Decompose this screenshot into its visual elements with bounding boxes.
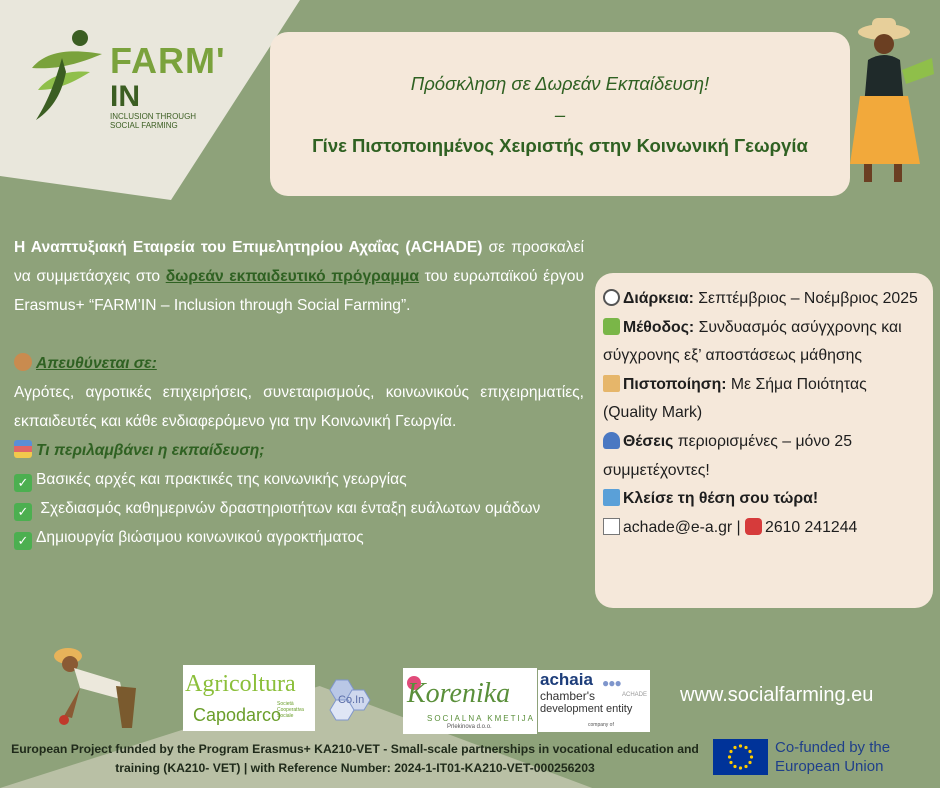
- cert-row: [603, 371, 925, 428]
- achaia-tag: ACHADE: [622, 692, 648, 698]
- info-box: [595, 273, 933, 608]
- audience-heading-row: [14, 349, 584, 378]
- eu-flag-icon: [713, 739, 768, 775]
- people-icon: [603, 432, 620, 449]
- header-subtitle: Γίνε Πιστοποιημένος Χειριστής στην Κοινωνική Γεωργία: [312, 134, 808, 156]
- seats-row: [603, 428, 925, 485]
- farmer-emoji-icon: [14, 353, 32, 371]
- agri-word: Agricoltura: [185, 671, 296, 697]
- korenika-sub: SOCIALNA KMETIJA: [427, 714, 536, 723]
- books-icon: [14, 440, 32, 458]
- seats-label: Θέσεις: [623, 432, 674, 450]
- eu-line-1: Co-funded by the: [775, 739, 891, 756]
- telephone-icon: [745, 518, 762, 535]
- check-icon: ✓: [14, 474, 32, 492]
- achaia-dev-entity: development entity: [540, 703, 633, 715]
- coin-logo: [322, 676, 376, 722]
- intro-program: δωρεάν εκπαιδευτικό πρόγραμμα: [165, 268, 420, 285]
- training-item-3: ✓ Δημιουργία βιώσιμου κοινωνικού αγροκτήματος: [14, 523, 584, 552]
- duration-row: [603, 285, 925, 314]
- korenika-logo: [403, 668, 537, 734]
- contact-phone[interactable]: 2610 241244: [765, 518, 858, 536]
- intro-text-2: του ευρωπαϊκού έργου Erasmus+ “FARM’IN – Inclusion through Social Farming”.: [14, 268, 584, 314]
- method-value: Συνδυασμός ασύγχρονης και σύγχρονης εξ’ αποστάσεως μάθησης: [603, 318, 902, 365]
- eu-cofunded-text: [775, 738, 890, 776]
- footer-funding-text: European Project funded by the Program Erasmus+ KA210-VET - Small-scale partnerships in vocational education and training (KA210- VET) | with Reference Number: 2024-1-IT01-KA210-VET-000256203: [11, 742, 699, 775]
- capodarco-word: Capodarco: [193, 705, 282, 725]
- korenika-word: Korenika: [407, 678, 511, 709]
- agricoltura-capodarco-logo: [183, 665, 315, 731]
- logo-tagline-1: INCLUSION THROUGH: [110, 112, 197, 121]
- method-row: [603, 314, 925, 371]
- header-box: [270, 32, 850, 196]
- korenika-small: Prlekinova d.o.o.: [447, 724, 492, 730]
- clock-icon: [603, 289, 620, 306]
- achaia-small: company of: [588, 722, 614, 728]
- cert-value: Με Σήμα Ποιότητας (Quality Mark): [603, 375, 867, 422]
- check-icon: ✓: [14, 503, 32, 521]
- farmer-man-illustration: [50, 638, 160, 738]
- header-dash: –: [554, 103, 566, 125]
- website-link[interactable]: www.socialfarming.eu: [680, 684, 874, 706]
- main-text: [14, 233, 584, 552]
- training-item-1: ✓ Βασικές αρχές και πρακτικές της κοινωνικής γεωργίας: [14, 465, 584, 494]
- farmin-logo: [28, 28, 238, 138]
- teacher-icon: [603, 318, 620, 335]
- training-item-2: ✓ Σχεδιασμός καθημερινών δραστηριοτήτων και ένταξη ευάλωτων ομάδων: [14, 494, 584, 523]
- logo-tagline-2: SOCIAL FARMING: [110, 121, 178, 130]
- check-icon: ✓: [14, 532, 32, 550]
- duration-label: Διάρκεια:: [623, 290, 694, 307]
- eu-line-2: European Union: [775, 758, 884, 775]
- farmin-leaf-icon: [28, 28, 108, 128]
- achaia-word: achaia: [540, 670, 593, 689]
- duration-value: Σεπτέμβριος – Νοέμβριος 2025: [693, 290, 918, 307]
- contact-separator: |: [732, 518, 746, 536]
- method-label: Μέθοδος:: [623, 318, 695, 336]
- logo-apostrophe: ': [216, 40, 226, 81]
- header-invitation: Πρόσκληση σε Δωρεάν Εκπαίδευση!: [410, 72, 710, 94]
- intro-text-1: σε προσκαλεί να συμμετάσχεις στο: [14, 239, 584, 285]
- logo-in-text: IN: [110, 80, 140, 113]
- scroll-icon: [603, 375, 620, 392]
- farmer-woman-illustration: [842, 14, 936, 190]
- contact-email[interactable]: achade@e-a.gr: [623, 518, 733, 536]
- achaia-chambers: chamber's: [540, 689, 595, 703]
- envelope-icon: [603, 518, 620, 535]
- logo-farm-text: FARM': [110, 40, 226, 81]
- achaia-logo: [538, 670, 650, 732]
- cta-text: Κλείσε τη θέση σου τώρα!: [623, 490, 819, 508]
- seats-value: περιορισμένες – μόνο 25 συμμετέχοντες!: [603, 432, 852, 479]
- coin-text: Co.In: [338, 694, 365, 706]
- agri-small-text: Società Cooperativa Sociale: [277, 701, 304, 719]
- training-heading: Τι περιλαμβάνει η εκπαίδευση;: [36, 442, 265, 459]
- cert-label: Πιστοποίηση:: [623, 375, 727, 393]
- intro-org: Η Αναπτυξιακή Εταιρεία του Επιμελητηρίου Αχαΐας (ACHADE): [14, 239, 483, 256]
- training-heading-row: [14, 436, 584, 465]
- contact-row: [603, 514, 925, 543]
- audience-heading: Απευθύνεται σε:: [36, 355, 157, 372]
- intro-paragraph: [14, 233, 584, 320]
- audience-text: Αγρότες, αγροτικές επιχειρήσεις, συνεταιρισμούς, κοινωνικούς επιχειρηματίες, εκπαιδευτές και κάθε ενδιαφερόμενο για την Κοινωνική Γεωργία.: [14, 384, 584, 430]
- cta-row: [603, 485, 925, 514]
- logo-tagline: [110, 112, 240, 130]
- inbox-icon: [603, 489, 620, 506]
- achaia-dots-icon: ●●●: [602, 676, 621, 690]
